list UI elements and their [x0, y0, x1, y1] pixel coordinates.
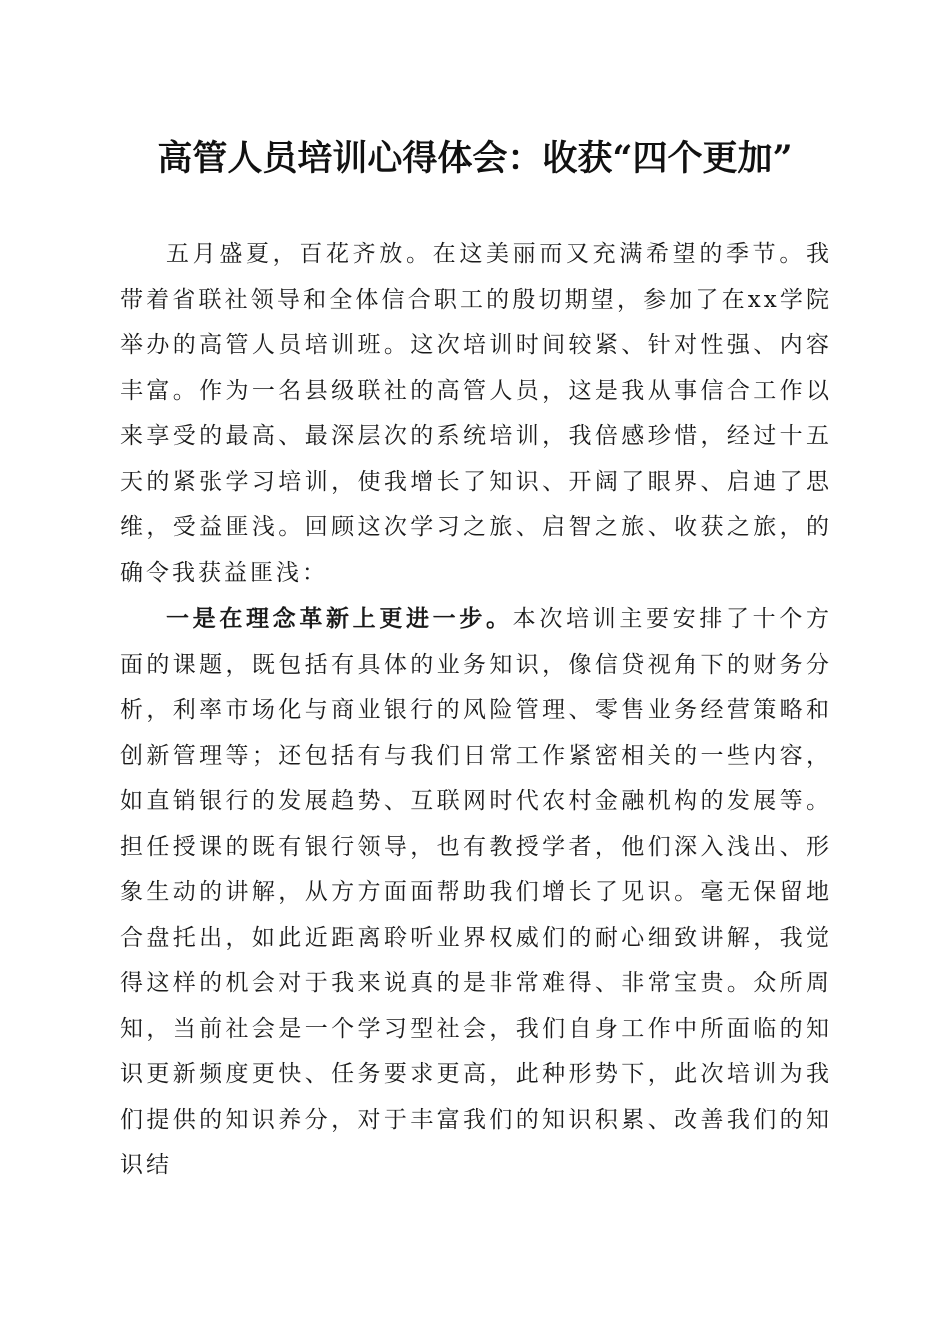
document-body: [120, 232, 832, 1189]
paragraph-intro: [120, 232, 832, 596]
paragraph-text: 本次培训主要安排了十个方面的课题，既包括有具体的业务知识，像信贷视角下的财务分析，利率市场化与商业银行的风险管理、零售业务经营策略和创新管理等；还包括有与我们日常工作紧密相关的一些内容，如直销银行的发展趋势、互联网时代农村金融机构的发展等。担任授课的既有银行领导，也有教授学者，他们深入浅出、形象生动的讲解，从方方面面帮助我们增长了见识。毫无保留地合盘托出，如此近距离聆听业界权威们的耐心细致讲解，我觉得这样的机会对于我来说真的是非常难得、非常宝贵。众所周知，当前社会是一个学习型社会，我们自身工作中所面临的知识更新频度更快、任务要求更高，此种形势下，此次培训为我们提供的知识养分，对于丰富我们的知识积累、改善我们的知识结: [120, 606, 833, 1178]
paragraph-point-one: [120, 596, 832, 1189]
paragraph-text: 五月盛夏，百花齐放。在这美丽而又充满希望的季节。我带着省联社领导和全体信合职工的殷切期望，参加了在xx学院举办的高管人员培训班。这次培训时间较紧、针对性强、内容丰富。作为一名县级联社的高管人员，这是我从事信合工作以来享受的最高、最深层次的系统培训，我倍感珍惜，经过十五天的紧张学习培训，使我增长了知识、开阔了眼界、启迪了思维，受益匪浅。回顾这次学习之旅、启智之旅、收获之旅，的确令我获益匪浅：: [120, 241, 832, 586]
paragraph-lead: 一是在理念革新上更进一步。: [166, 605, 513, 632]
document-title: 高管人员培训心得体会：收获“四个更加”: [157, 138, 793, 179]
